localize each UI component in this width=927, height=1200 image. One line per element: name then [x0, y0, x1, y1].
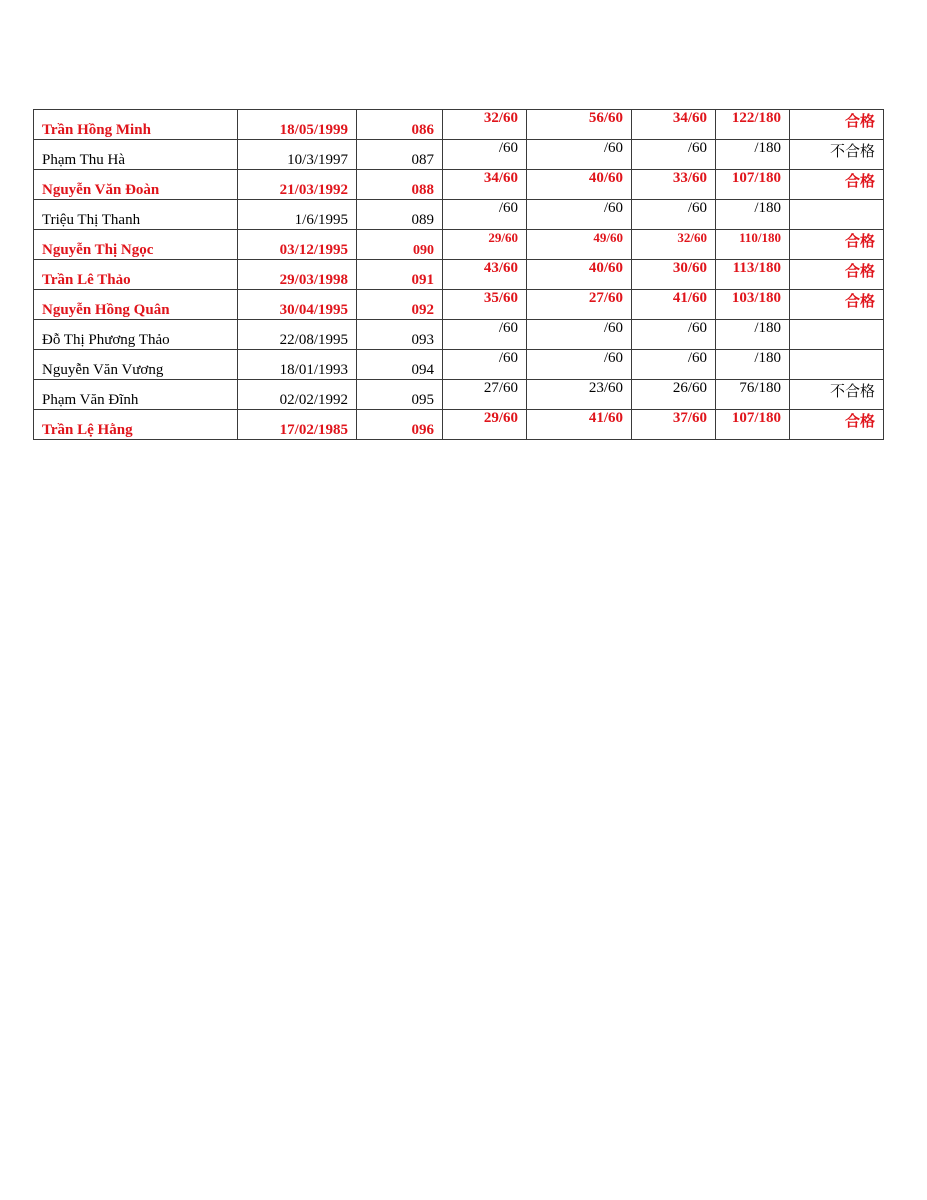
birth-date: 1/6/1995: [238, 200, 357, 230]
table-row: [34, 140, 884, 170]
score-2: 56/60: [527, 110, 632, 140]
score-3: 41/60: [632, 290, 716, 320]
table-row: [34, 260, 884, 290]
results-table: [33, 109, 884, 440]
score-2: 49/60: [527, 230, 632, 260]
candidate-name: Nguyễn Thị Ngọc: [34, 230, 238, 260]
table-row: [34, 380, 884, 410]
score-1: /60: [443, 350, 527, 380]
birth-date: 18/05/1999: [238, 110, 357, 140]
result-status: 合格: [790, 110, 884, 140]
score-1: /60: [443, 320, 527, 350]
score-1: 32/60: [443, 110, 527, 140]
birth-date: 03/12/1995: [238, 230, 357, 260]
score-2: /60: [527, 200, 632, 230]
candidate-number: 090: [357, 230, 443, 260]
score-3: 30/60: [632, 260, 716, 290]
birth-date: 30/04/1995: [238, 290, 357, 320]
score-2: /60: [527, 140, 632, 170]
score-1: 29/60: [443, 410, 527, 440]
candidate-name: Triệu Thị Thanh: [34, 200, 238, 230]
score-2: 40/60: [527, 170, 632, 200]
result-status: [790, 200, 884, 230]
candidate-number: 093: [357, 320, 443, 350]
birth-date: 21/03/1992: [238, 170, 357, 200]
birth-date: 29/03/1998: [238, 260, 357, 290]
score-3: 32/60: [632, 230, 716, 260]
table-row: [34, 410, 884, 440]
result-status: [790, 320, 884, 350]
score-1: /60: [443, 200, 527, 230]
candidate-name: Nguyễn Văn Vương: [34, 350, 238, 380]
table-row: [34, 230, 884, 260]
candidate-name: Nguyễn Văn Đoàn: [34, 170, 238, 200]
birth-date: 02/02/1992: [238, 380, 357, 410]
candidate-number: 095: [357, 380, 443, 410]
candidate-name: Phạm Thu Hà: [34, 140, 238, 170]
candidate-number: 087: [357, 140, 443, 170]
candidate-number: 091: [357, 260, 443, 290]
total-score: /180: [716, 320, 790, 350]
candidate-number: 096: [357, 410, 443, 440]
candidate-name: Trần Lê Thảo: [34, 260, 238, 290]
candidate-name: Trần Hồng Minh: [34, 110, 238, 140]
result-status: 合格: [790, 230, 884, 260]
table-row: [34, 290, 884, 320]
total-score: 76/180: [716, 380, 790, 410]
total-score: 107/180: [716, 410, 790, 440]
total-score: 110/180: [716, 230, 790, 260]
result-status: 合格: [790, 410, 884, 440]
score-3: 37/60: [632, 410, 716, 440]
birth-date: 22/08/1995: [238, 320, 357, 350]
candidate-name: Đỗ Thị Phương Thảo: [34, 320, 238, 350]
total-score: 122/180: [716, 110, 790, 140]
candidate-number: 088: [357, 170, 443, 200]
total-score: /180: [716, 140, 790, 170]
score-3: /60: [632, 140, 716, 170]
total-score: 103/180: [716, 290, 790, 320]
candidate-name: Nguyễn Hồng Quân: [34, 290, 238, 320]
score-1: 29/60: [443, 230, 527, 260]
table-row: [34, 110, 884, 140]
score-1: 35/60: [443, 290, 527, 320]
candidate-number: 094: [357, 350, 443, 380]
table-row: [34, 170, 884, 200]
score-2: 41/60: [527, 410, 632, 440]
score-1: 27/60: [443, 380, 527, 410]
result-status: 合格: [790, 290, 884, 320]
score-2: 27/60: [527, 290, 632, 320]
candidate-name: Phạm Văn Đĩnh: [34, 380, 238, 410]
score-2: /60: [527, 350, 632, 380]
score-3: /60: [632, 320, 716, 350]
result-status: 合格: [790, 260, 884, 290]
total-score: 107/180: [716, 170, 790, 200]
candidate-number: 086: [357, 110, 443, 140]
score-3: 33/60: [632, 170, 716, 200]
score-1: /60: [443, 140, 527, 170]
score-2: /60: [527, 320, 632, 350]
result-status: 合格: [790, 170, 884, 200]
score-1: 34/60: [443, 170, 527, 200]
table-row: [34, 320, 884, 350]
candidate-name: Trần Lệ Hằng: [34, 410, 238, 440]
table-row: [34, 200, 884, 230]
result-status: [790, 350, 884, 380]
result-status: 不合格: [790, 140, 884, 170]
result-status: 不合格: [790, 380, 884, 410]
candidate-number: 089: [357, 200, 443, 230]
birth-date: 18/01/1993: [238, 350, 357, 380]
birth-date: 10/3/1997: [238, 140, 357, 170]
birth-date: 17/02/1985: [238, 410, 357, 440]
score-3: /60: [632, 200, 716, 230]
candidate-number: 092: [357, 290, 443, 320]
total-score: 113/180: [716, 260, 790, 290]
table-row: [34, 350, 884, 380]
score-3: /60: [632, 350, 716, 380]
score-1: 43/60: [443, 260, 527, 290]
total-score: /180: [716, 350, 790, 380]
score-3: 34/60: [632, 110, 716, 140]
score-2: 40/60: [527, 260, 632, 290]
score-2: 23/60: [527, 380, 632, 410]
score-3: 26/60: [632, 380, 716, 410]
total-score: /180: [716, 200, 790, 230]
